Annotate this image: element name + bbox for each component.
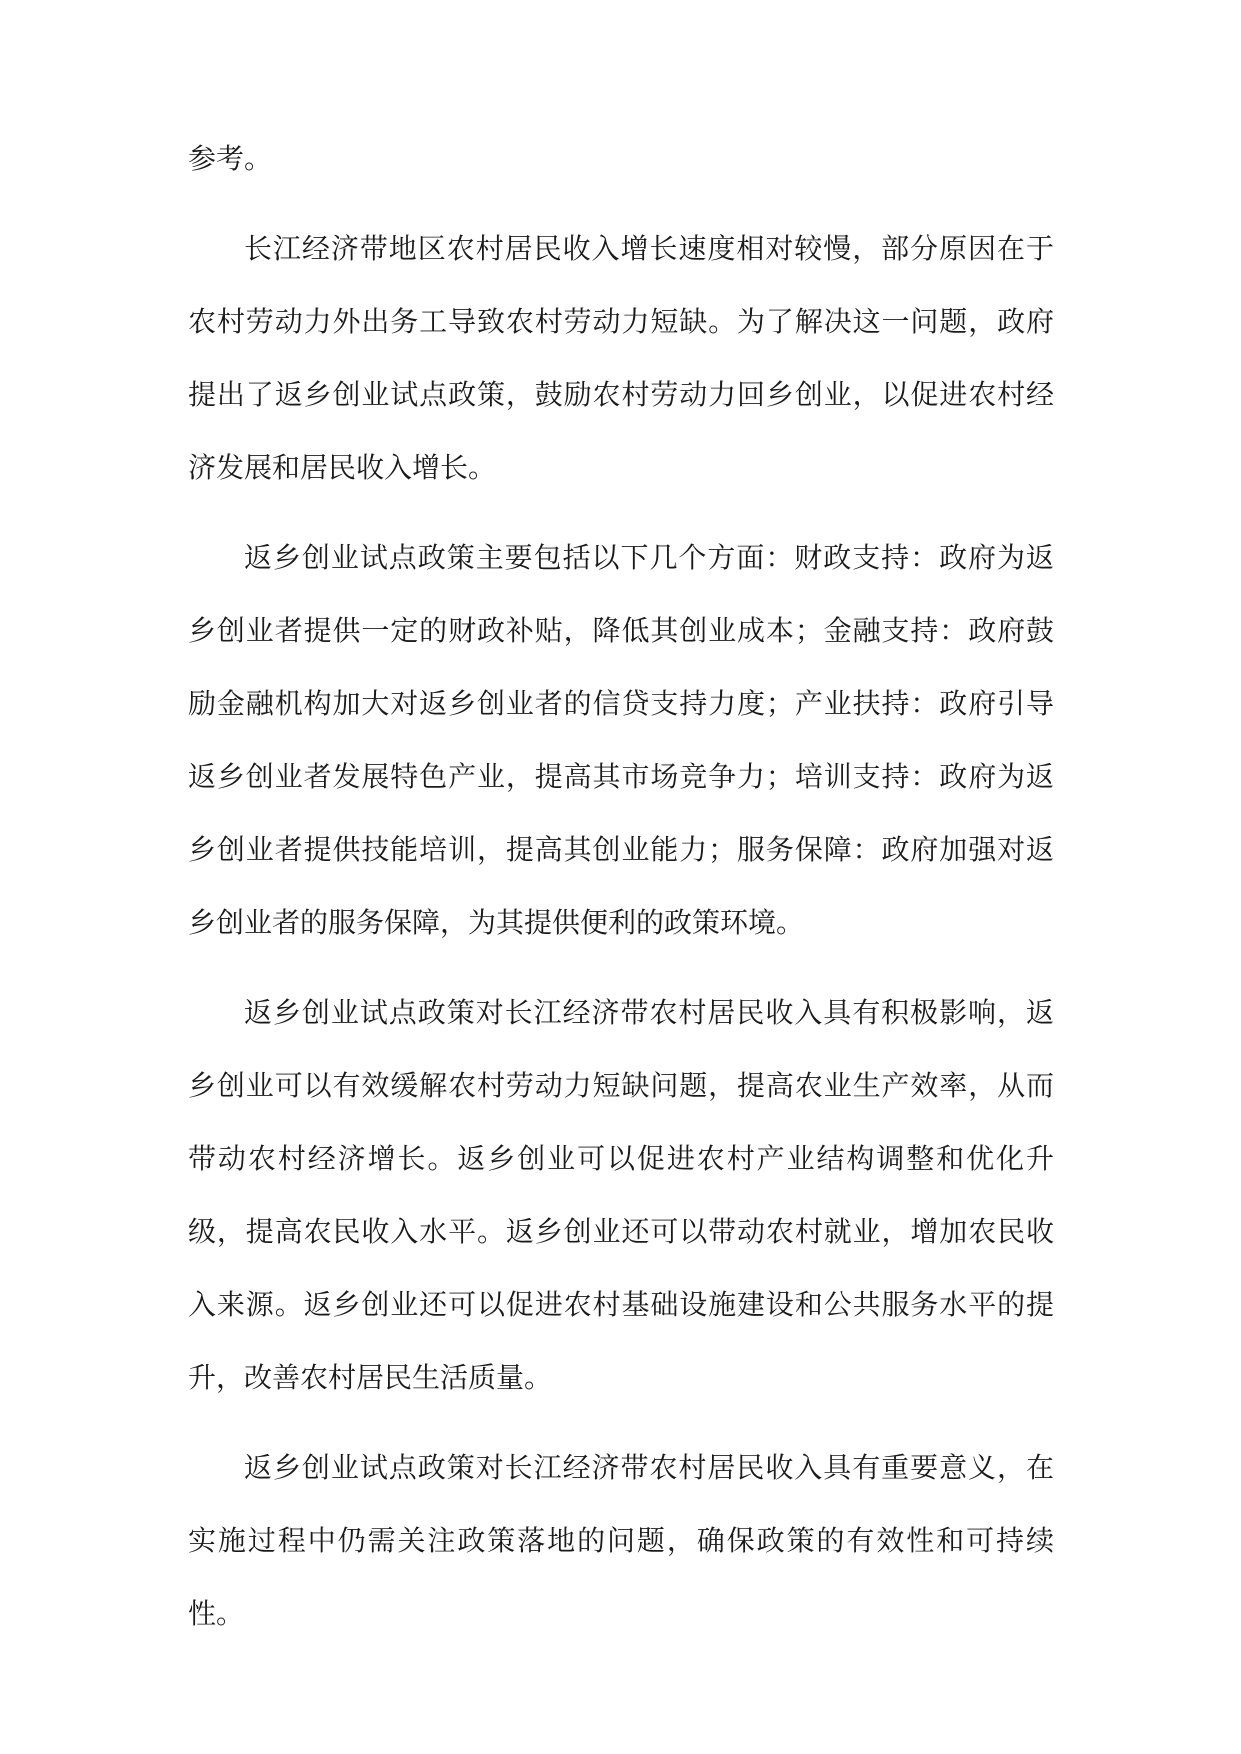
paragraph-conclusion: 返乡创业试点政策对长江经济带农村居民收入具有重要意义，在实施过程中仍需关注政策落地的问题，确保政策的有效性和可持续性。 <box>188 1451 1054 1630</box>
paragraph-background: 长江经济带地区农村居民收入增长速度相对较慢，部分原因在于农村劳动力外出务工导致农村劳动力短缺。为了解决这一问题，政府提出了返乡创业试点政策，鼓励农村劳动力回乡创业，以促进农村经济发展和居民收入增长。 <box>188 232 1054 484</box>
paragraph-continuation: 参考。 <box>188 142 273 175</box>
paragraph-policy-impact: 返乡创业试点政策对长江经济带农村居民收入具有积极影响，返乡创业可以有效缓解农村劳动力短缺问题，提高农业生产效率，从而带动农村经济增长。返乡创业可以促进农村产业结构调整和优化升级，提高农民收入水平。返乡创业还可以带动农村就业，增加农民收入来源。返乡创业还可以促进农村基础设施建设和公共服务水平的提升，改善农村居民生活质量。 <box>188 996 1054 1394</box>
paragraph-policy-content: 返乡创业试点政策主要包括以下几个方面：财政支持：政府为返乡创业者提供一定的财政补贴，降低其创业成本；金融支持：政府鼓励金融机构加大对返乡创业者的信贷支持力度；产业扶持：政府引导返乡创业者发展特色产业，提高其市场竞争力；培训支持：政府为返乡创业者提供技能培训，提高其创业能力；服务保障：政府加强对返乡创业者的服务保障，为其提供便利的政策环境。 <box>188 541 1054 939</box>
document-page <box>188 122 1054 1650</box>
